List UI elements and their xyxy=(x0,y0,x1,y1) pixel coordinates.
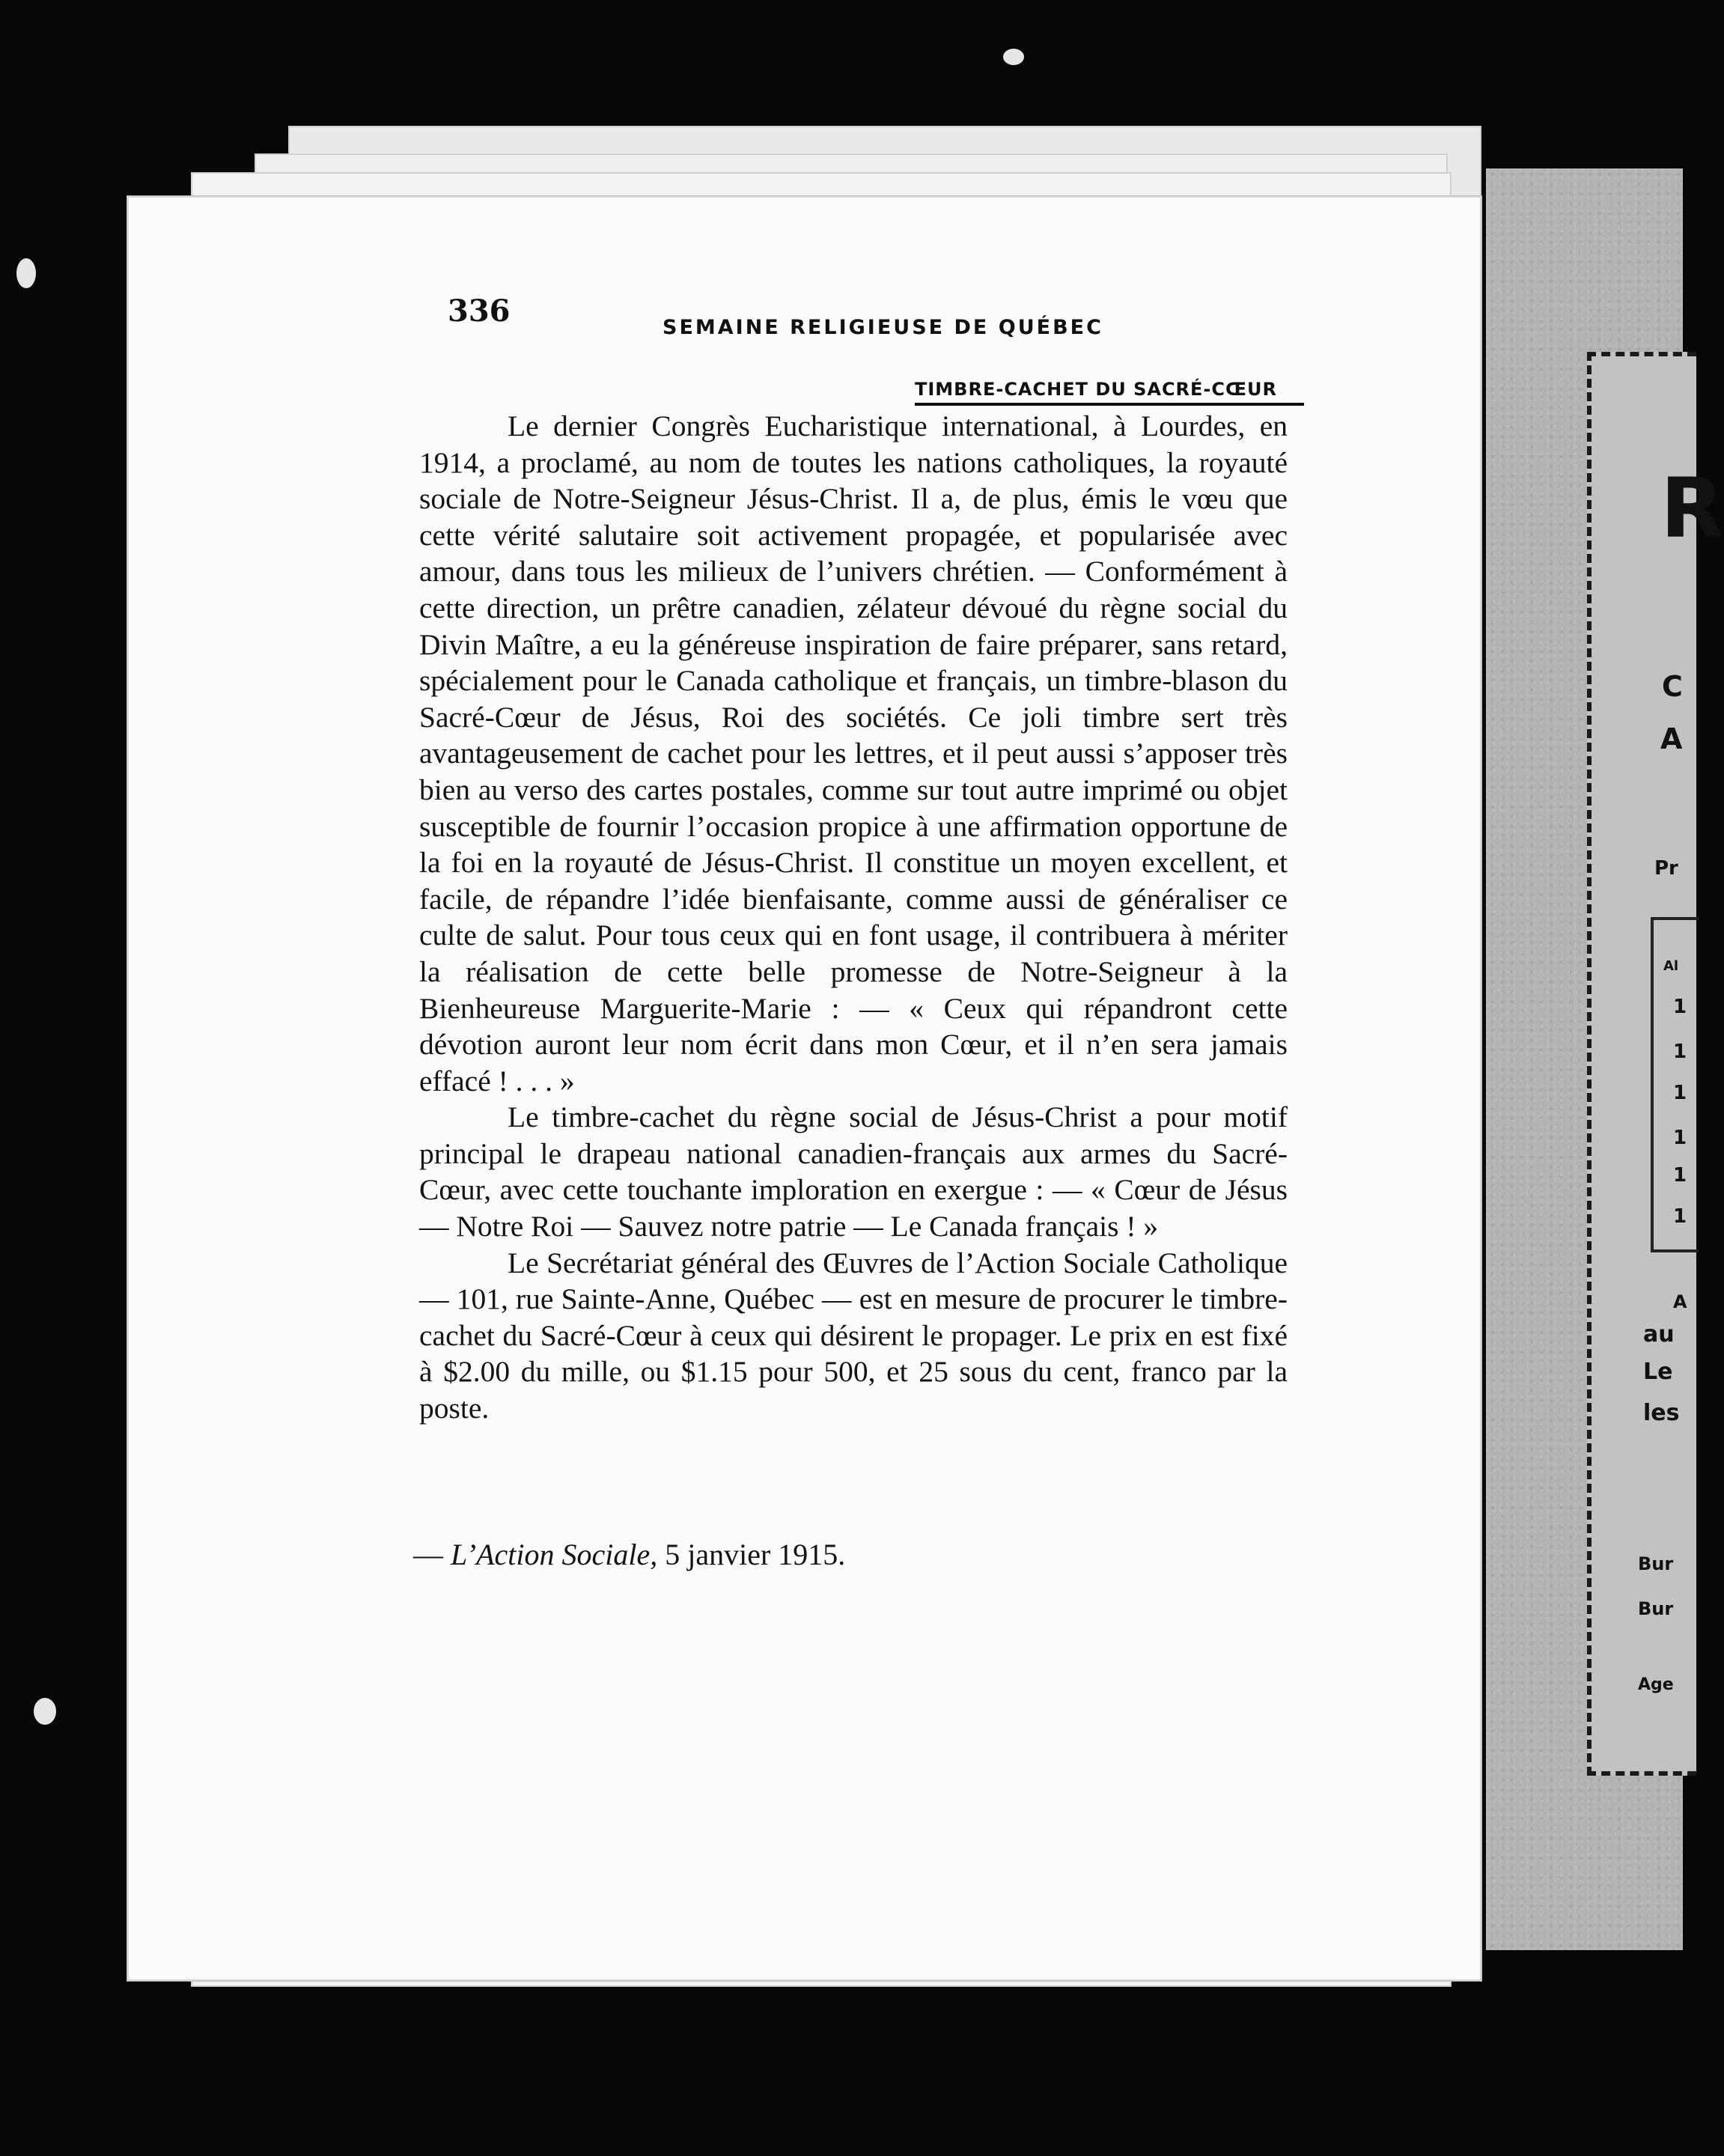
film-speck xyxy=(16,258,36,288)
cover-fragment: 1 xyxy=(1673,1082,1687,1104)
cover-fragment: 1 xyxy=(1673,996,1687,1018)
source-publication: L’Action Sociale, xyxy=(451,1538,658,1571)
article-body xyxy=(419,408,1288,1427)
source-dash: — xyxy=(413,1538,451,1571)
cover-fragment: Pr xyxy=(1654,857,1678,880)
cover-fragment: au xyxy=(1643,1321,1675,1348)
paragraph: Le timbre-cachet du règne social de Jésus-Christ a pour motif principal le drapeau national canadien-français aux armes du Sacré-Cœur, avec cette touchante imploration en exergue : — « Cœur de Jésus — Notre Roi — Sauvez notre patrie — Le Canada français ! » xyxy=(419,1100,1288,1243)
cover-fragment: 1 xyxy=(1673,1164,1687,1187)
cover-fragment: les xyxy=(1643,1400,1680,1426)
film-speck xyxy=(1003,49,1024,65)
cover-fragment: A xyxy=(1660,722,1683,755)
cover-fragment: A xyxy=(1673,1291,1687,1312)
film-speck xyxy=(34,1698,56,1725)
running-head: SEMAINE RELIGIEUSE DE QUÉBEC xyxy=(663,316,1103,339)
cover-fragment: R xyxy=(1660,460,1724,556)
cover-fragment: 1 xyxy=(1673,1127,1687,1149)
cover-fragment: 1 xyxy=(1673,1205,1687,1228)
source-citation xyxy=(413,1537,845,1572)
cover-fragment: 1 xyxy=(1673,1041,1687,1063)
cover-fragment: Bur xyxy=(1638,1553,1674,1574)
cover-fragment: Age xyxy=(1638,1675,1674,1694)
cover-fragment: Bur xyxy=(1638,1598,1674,1619)
cover-fragment: C xyxy=(1662,670,1683,703)
section-title: TIMBRE-CACHET DU SACRÉ-CŒUR xyxy=(915,379,1304,406)
source-date: 5 janvier 1915. xyxy=(657,1538,846,1571)
cover-fragment: Al xyxy=(1663,958,1679,974)
paragraph: Le Secrétariat général des Œuvres de l’Action Sociale Catholique — 101, rue Sainte-Anne, Québec — est en mesure de procurer le timbre-cachet du Sacré-Cœur à ceux qui désirent le propager. Le prix en est fixé à $2.00 du mille, ou $1.15 pour 500, et 25 sous du cent, franco par la poste. xyxy=(419,1246,1288,1425)
paragraph: Le dernier Congrès Eucharistique international, à Lourdes, en 1914, a proclamé, au nom de toutes les nations catholiques, la royauté sociale de Notre-Seigneur Jésus-Christ. Il a, de plus, émis le vœu que cette vérité salutaire soit activement propagée, et popularisée avec amour, dans tous les milieux de l’univers chrétien. — Conformément à cette direction, un prêtre canadien, zélateur dévoué du règne social du Divin Maître, a eu la généreuse inspiration de faire préparer, sans retard, spécialement pour le Canada catholique et français, un timbre-blason du Sacré-Cœur de Jésus, Roi des sociétés. Ce joli timbre sert très avantageusement de cachet pour les lettres, et il peut aussi s’apposer très bien au verso des cartes postales, comme sur tout autre imprimé ou objet susceptible de fournir l’occasion propice à une affirmation opportune de la foi en la royauté de Jésus-Christ. Il constitue un moyen excellent, et facile, de répandre l’idée bienfaisante, comme aussi de généraliser ce culte de salut. Pour tous ceux qui en font usage, il contribuera à mériter la réalisation de cette belle promesse de Notre-Seigneur à la Bienheureuse Marguerite-Marie : — « Ceux qui répandront cette dévotion auront leur nom écrit dans mon Cœur, et il n’en sera jamais effacé ! . . . » xyxy=(419,409,1288,1097)
page-number: 336 xyxy=(448,293,511,329)
cover-fragment: Le xyxy=(1643,1359,1673,1385)
